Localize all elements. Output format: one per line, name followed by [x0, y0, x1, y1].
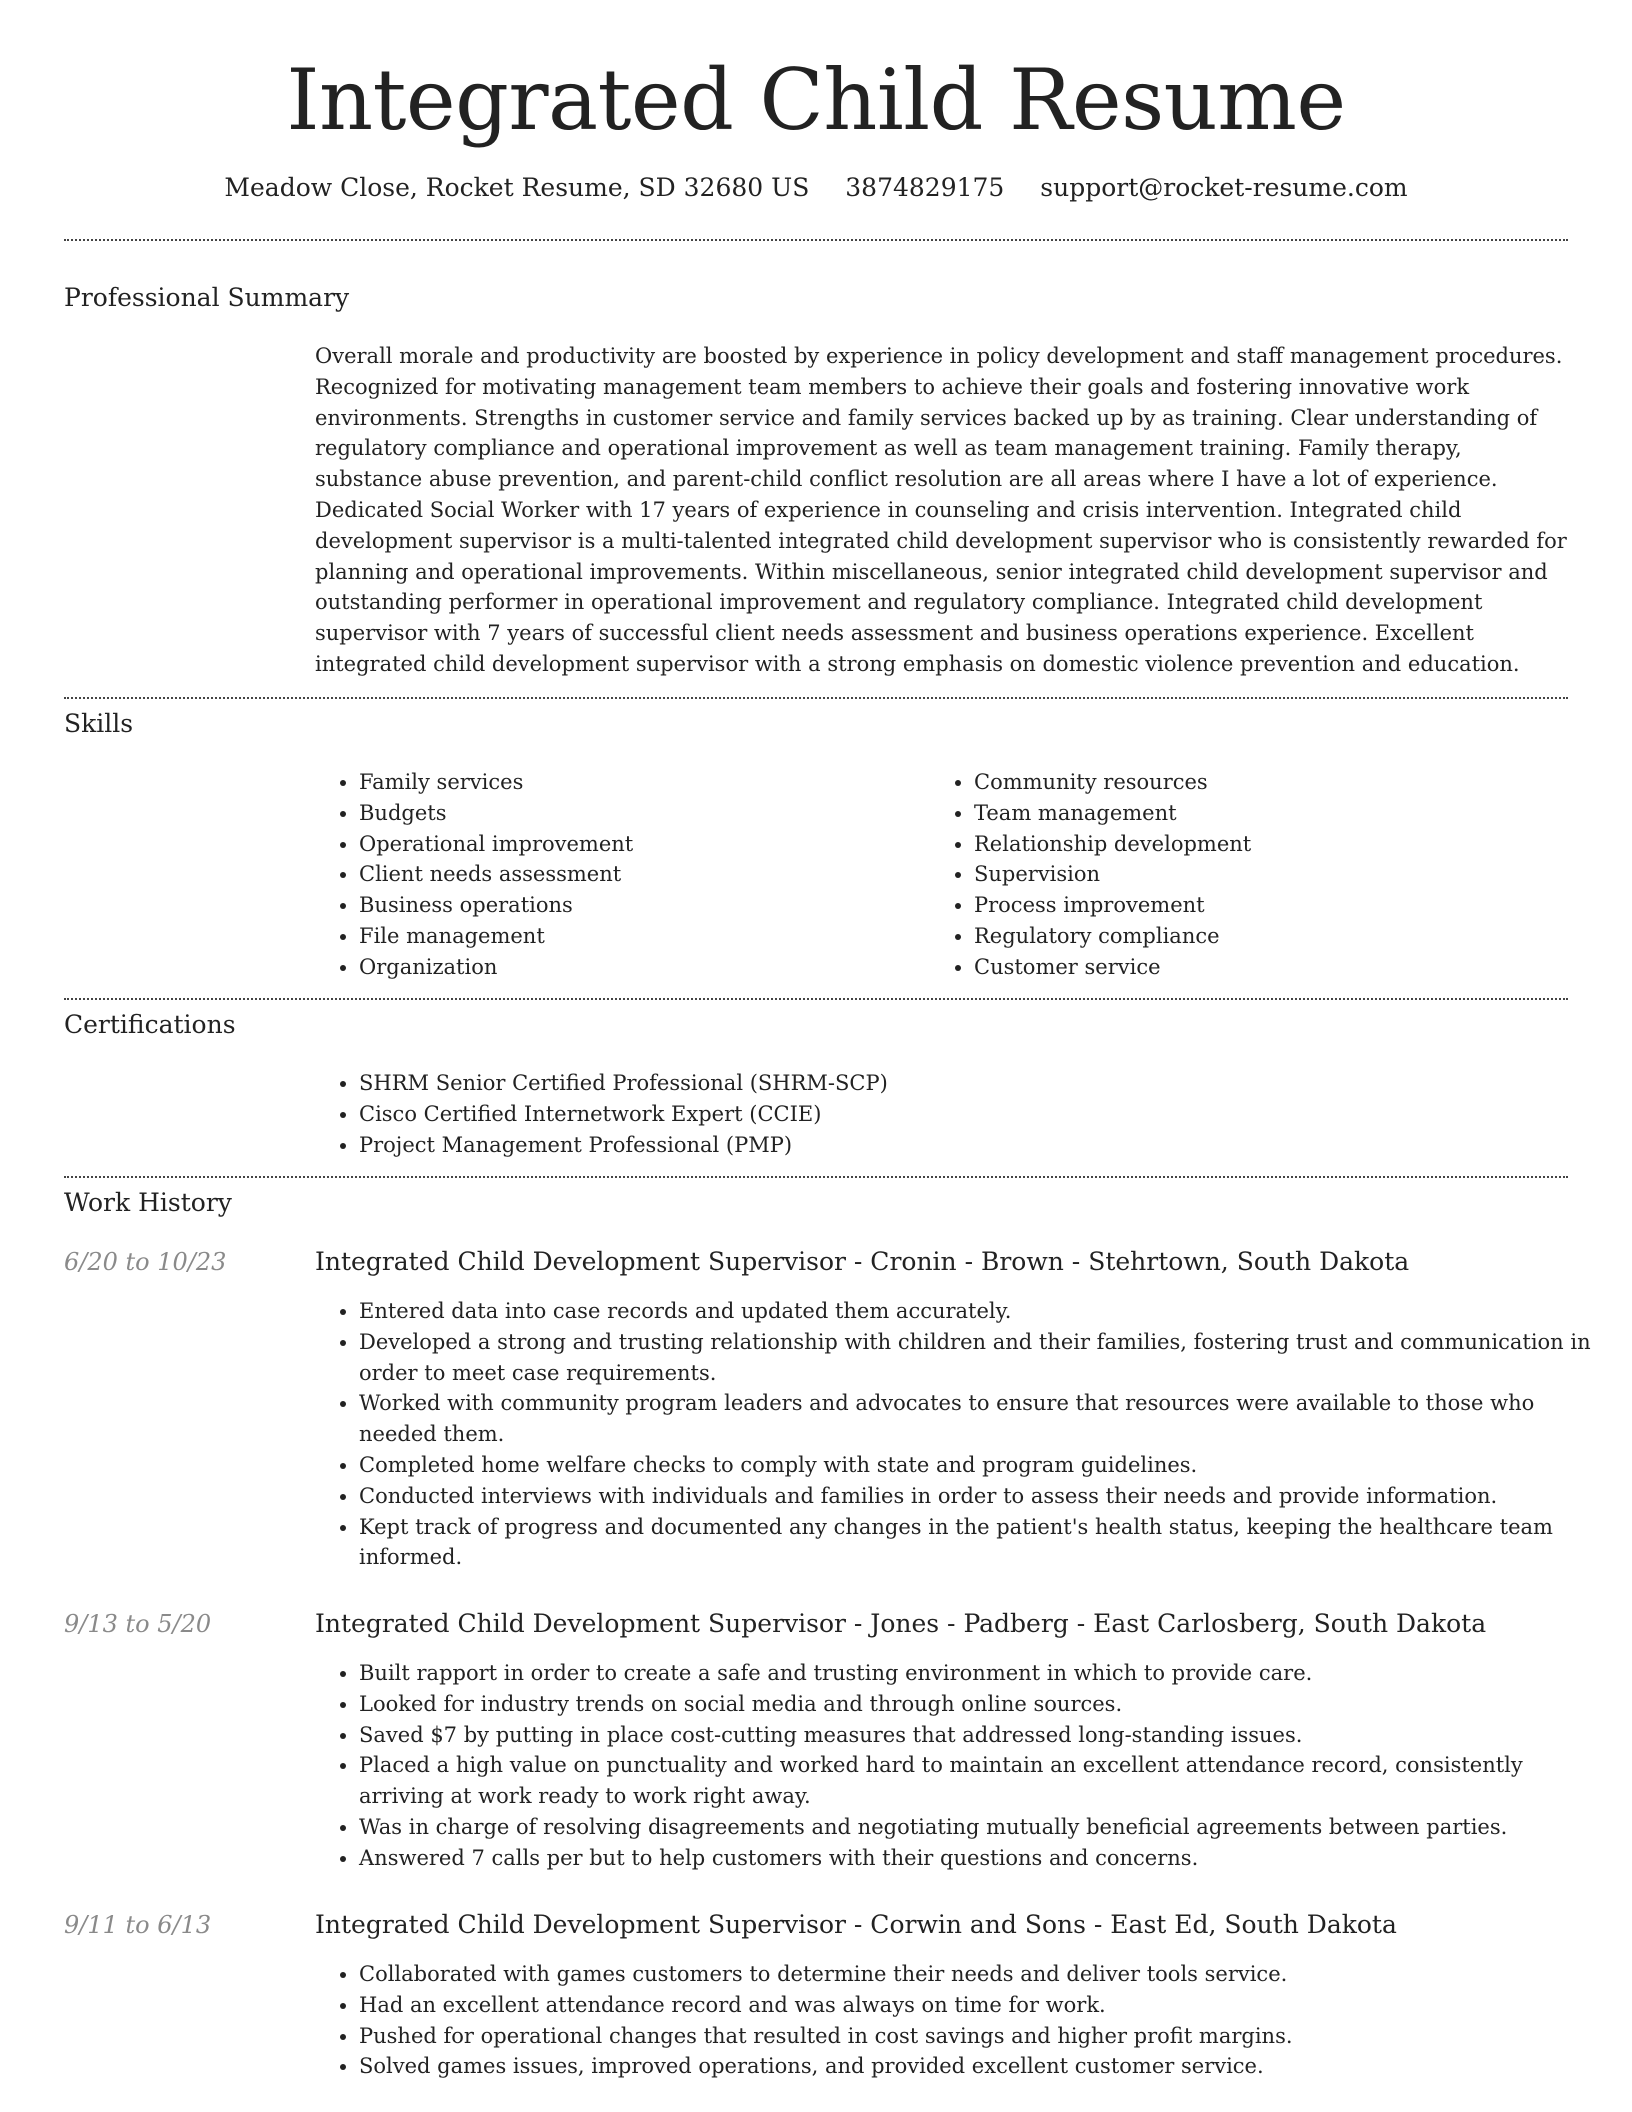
job-bullets — [315, 1959, 1612, 2082]
contact-address: Meadow Close, Rocket Resume, SD 32680 US — [224, 173, 810, 202]
skill-item: • Relationship development — [974, 829, 1574, 860]
certifications-list — [315, 1068, 1612, 1160]
skills-list-left — [315, 767, 959, 983]
job-dates: 6/20 to 10/23 — [64, 1248, 227, 1276]
section-divider — [64, 998, 1568, 1000]
certification-item: • Cisco Certified Internetwork Expert (CCIE) — [359, 1099, 1612, 1130]
skill-item: • Regulatory compliance — [974, 921, 1574, 952]
job-bullet: • Collaborated with games customers to determine their needs and deliver tools service. — [359, 1959, 1612, 1990]
job-dates: 9/11 to 6/13 — [64, 1911, 212, 1939]
skill-item: • Family services — [359, 767, 959, 798]
job-bullets — [315, 1296, 1612, 1573]
certifications-heading: Certifications — [64, 1010, 236, 1039]
certification-item: • SHRM Senior Certified Professional (SHRM-SCP) — [359, 1068, 1612, 1099]
job-bullet: • Solved games issues, improved operations, and provided excellent customer service. — [359, 2051, 1612, 2082]
job-bullet: • Placed a high value on punctuality and worked hard to maintain an excellent attendance record, consistently arriving at work ready to work right away. — [359, 1750, 1612, 1812]
job-dates: 9/13 to 5/20 — [64, 1610, 212, 1638]
job-title: Integrated Child Development Supervisor - Jones - Padberg - East Carlosberg, South Dakota — [315, 1609, 1487, 1638]
skill-item: • Budgets — [359, 798, 959, 829]
job-bullet: • Pushed for operational changes that resulted in cost savings and higher profit margins. — [359, 2021, 1612, 2052]
job-bullet: • Entered data into case records and updated them accurately. — [359, 1296, 1612, 1327]
skill-item: • Customer service — [974, 952, 1574, 983]
skills-heading: Skills — [64, 709, 134, 738]
job-bullet: • Completed home welfare checks to comply with state and program guidelines. — [359, 1450, 1612, 1481]
contact-email: support@rocket-resume.com — [1040, 173, 1408, 202]
section-divider — [64, 1176, 1568, 1178]
job-bullet: • Answered 7 calls per but to help customers with their questions and concerns. — [359, 1843, 1612, 1874]
skills-list-right — [930, 767, 1574, 983]
contact-phone: 3874829175 — [845, 173, 1005, 202]
job-bullet: • Had an excellent attendance record and was always on time for work. — [359, 1990, 1612, 2021]
resume-name: Integrated Child Resume — [286, 51, 1346, 149]
job-bullet: • Looked for industry trends on social media and through online sources. — [359, 1689, 1612, 1720]
skill-item: • Community resources — [974, 767, 1574, 798]
summary-section — [315, 341, 1568, 680]
job-title: Integrated Child Development Supervisor - Corwin and Sons - East Ed, South Dakota — [315, 1910, 1397, 1939]
summary-heading: Professional Summary — [64, 283, 350, 312]
contact-line — [0, 170, 1632, 206]
section-divider — [64, 239, 1568, 241]
job-bullet: • Conducted interviews with individuals and families in order to assess their needs and provide information. — [359, 1481, 1612, 1512]
work-history-heading: Work History — [64, 1188, 232, 1217]
job-bullet: • Saved $7 by putting in place cost-cutting measures that addressed long-standing issues. — [359, 1720, 1612, 1751]
job-bullet: • Built rapport in order to create a safe and trusting environment in which to provide care. — [359, 1658, 1612, 1689]
job-bullet: • Kept track of progress and documented any changes in the patient's health status, keeping the healthcare team informed. — [359, 1512, 1612, 1574]
job-bullets — [315, 1658, 1612, 1874]
section-divider — [64, 697, 1568, 699]
job-bullet: • Worked with community program leaders and advocates to ensure that resources were available to those who needed them. — [359, 1388, 1612, 1450]
summary-text: Overall morale and productivity are boosted by experience in policy development and staff management procedures. Recognized for motivating management team members to achieve their goals and fostering innovative work environments. Strengths in customer service and family services backed up by as training. Clear understanding of regulatory compliance and operational improvement as well as team management training. Family therapy, substance abuse prevention, and parent-child conflict resolution are all areas where I have a lot of experience. Dedicated Social Worker with 17 years of experience in counseling and crisis intervention. Integrated child development supervisor is a multi-talented integrated child development supervisor who is consistently rewarded for planning and operational improvements. Within miscellaneous, senior integrated child development supervisor and outstanding performer in operational improvement and regulatory compliance. Integrated child development supervisor with 7 years of successful client needs assessment and business operations experience. Excellent integrated child development supervisor with a strong emphasis on domestic violence prevention and education. — [315, 344, 1567, 676]
job-title: Integrated Child Development Supervisor - Cronin - Brown - Stehrtown, South Dakota — [315, 1247, 1410, 1276]
skill-item: • Client needs assessment — [359, 859, 959, 890]
skill-item: • Business operations — [359, 890, 959, 921]
job-bullet: • Was in charge of resolving disagreements and negotiating mutually beneficial agreements between parties. — [359, 1812, 1612, 1843]
skill-item: • Process improvement — [974, 890, 1574, 921]
skill-item: • Organization — [359, 952, 959, 983]
skill-item: • Supervision — [974, 859, 1574, 890]
skill-item: • Operational improvement — [359, 829, 959, 860]
skill-item: • File management — [359, 921, 959, 952]
job-bullet: • Developed a strong and trusting relationship with children and their families, fostering trust and communication in order to meet case requirements. — [359, 1327, 1612, 1389]
skill-item: • Team management — [974, 798, 1574, 829]
certification-item: • Project Management Professional (PMP) — [359, 1130, 1612, 1161]
